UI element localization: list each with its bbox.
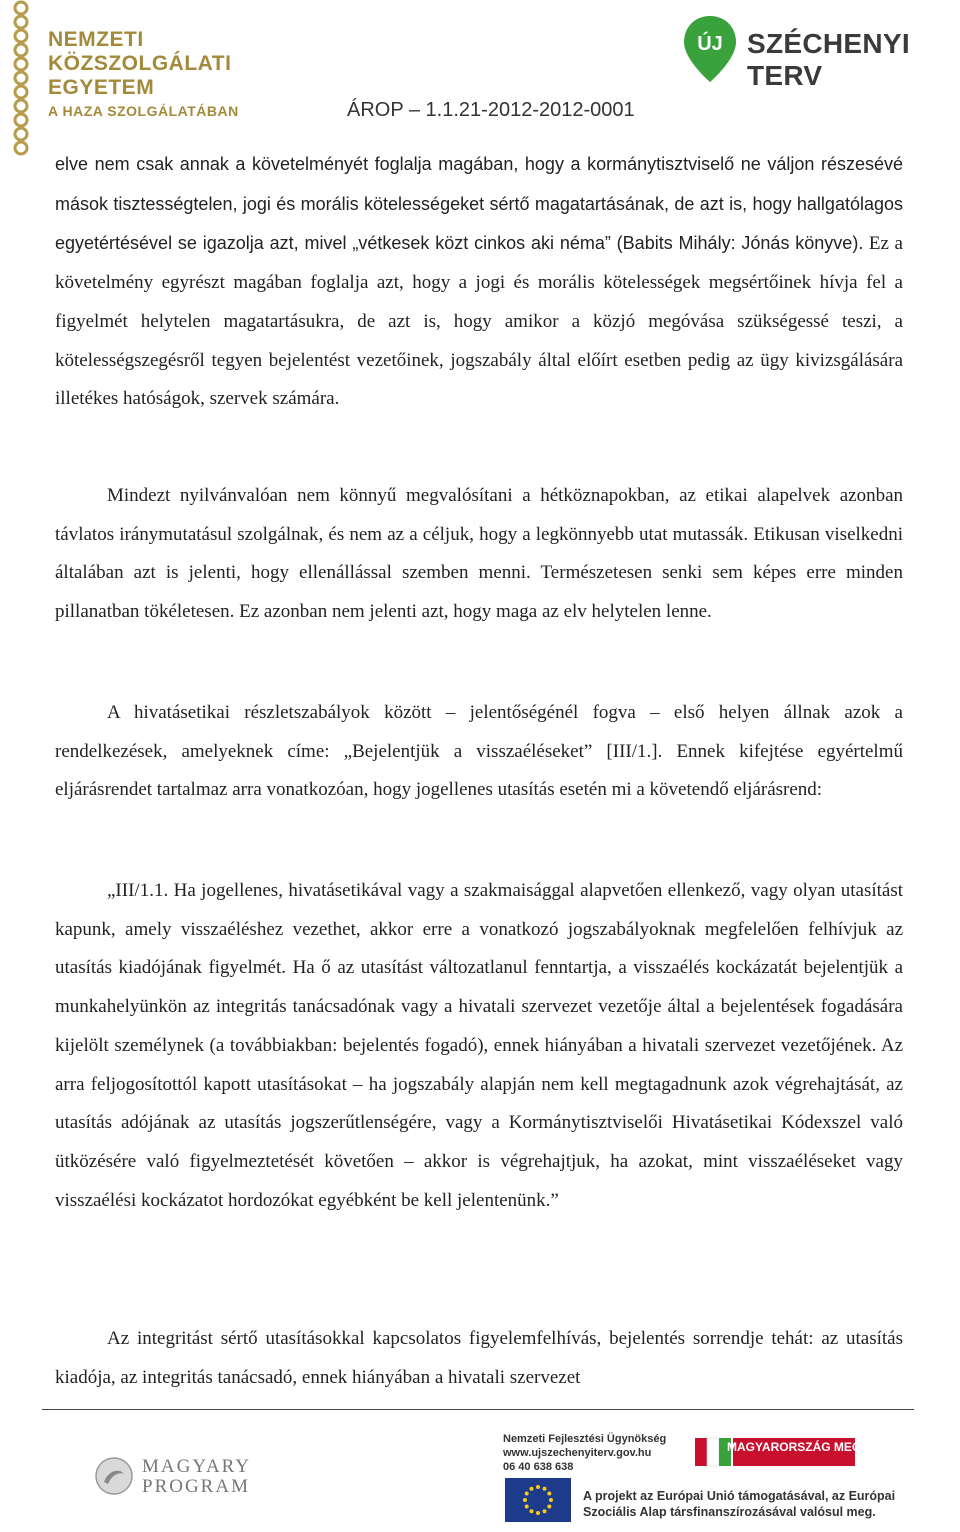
paragraph-4-quote — [55, 872, 903, 1220]
paragraph-4-part1: „III/1.1. Ha jogellenes, hivatásetikával vagy a szakmaisággal alapvetően ellenkező, vagy olyan utasítást kapunk, amely visszaéléshez vezethet, akkor erre a vonatkozó jogszabályoknak megfelelően felhívjuk az utasítás kiadójának figyelmét. — [55, 880, 903, 979]
badge-text: MAGYARORSZÁG MEGÚJUL — [727, 1440, 893, 1454]
eu-flag-icon — [505, 1478, 571, 1522]
eu-funding-notice — [583, 1488, 895, 1520]
agency-info — [503, 1432, 666, 1474]
eu-funding-line1: A projekt az Európai Unió támogatásával, az Európai — [583, 1489, 896, 1503]
paragraph-5: Az integritást sértő utasításokkal kapcsolatos figyelemfelhívás, bejelentés sorrendje tehát: az utasítás kiadója, az integritás tanácsadó, ennek hiányában a hivatali szervezet — [55, 1328, 903, 1388]
paragraph-1 — [55, 145, 903, 419]
paragraph-1-sans: elve nem csak annak a követelményét foglalja magában, hogy a kormánytisztviselő ne váljon részesévé mások tisztességtelen, jogi és morális kötelességeket sértő magatartásának, de azt is, hogy hallgatólagos egyetértésével se igazolja azt, mivel „vétkesek közt cinkos aki néma” (Babits Mihály: Jónás könyve). — [55, 154, 903, 254]
szechenyi-badge-text: ÚJ — [697, 33, 723, 55]
paragraph-2: Mindezt nyilvánvalóan nem könnyű megvalósítani a hétköznapokban, az etikai alapelvek azonban távlatos iránymutatásul szolgálnak, és nem az a céljuk, hogy a legkönnyebb utat mutassák. Etikusan viselkedni általában azt is jelenti, hogy ellenállással szemben menni. Természetesen senki sem képes erre minden pillanatban tökéletesen. Ez azonban nem jelenti azt, hogy maga az elv helytelen lenne. — [55, 485, 903, 623]
paragraph-3: A hivatásetikai részletszabályok között – jelentőségénél fogva – első helyen állnak azok a rendelkezések, amelyeknek címe: „Bejelentjük a visszaéléseket” [III/1.]. Ennek kifejtése egyértelmű eljárásrendet tartalmaz arra vonatkozóan, hogy jogellenes utasítás esetén mi a követendő eljárásrend: — [55, 702, 903, 801]
project-code: ÁROP – 1.1.21-2012-2012-0001 — [347, 99, 635, 121]
university-logo — [48, 28, 239, 120]
eu-funding-line2: Szociális Alap társfinanszírozásával valósul meg. — [583, 1505, 876, 1519]
szechenyi-pin-icon — [680, 14, 740, 84]
paragraph-4-part2: Ha ő az utasítást változatlanul fenntartja, a visszaélés kockázatát bejelentjük a munkahelyünkön az integritás tanácsadónak vagy a hivatali szervezet vezetője által a bejelentések fogadására kijelölt személynek (a továbbiakban: bejelentés fogadó), ennek hiányában a hivatali szervezet vezetőjének. Az arra feljogosítottól kapott utasításokat – ha jogszabály alapján nem kell megtagadnunk azok végrehajtását, az utasítás adójának az utasítás jogszerűtlenségére, vagy a Kormánytisztviselői Hivatásetikai Kódexszel való ütközésére való figyelmeztetését követően – akkor is végrehajtjuk, ha azokat, mint visszaéléseket vagy visszaélési kockázatot hordozókat egyébként be kell jelentenünk.” — [55, 957, 904, 1211]
university-tagline: A HAZA SZOLGÁLATÁBAN — [48, 103, 239, 119]
magyary-line1: MAGYARY — [142, 1456, 252, 1477]
university-name-line2: KÖZSZOLGÁLATI — [48, 52, 232, 75]
agency-website: www.ujszechenyiterv.gov.hu — [503, 1447, 652, 1459]
magyary-line2: PROGRAM — [142, 1476, 250, 1497]
magyary-program-logo — [142, 1457, 251, 1497]
program-title: SZÉCHENYI TERV — [747, 28, 910, 91]
university-name-line3: EGYETEM — [48, 76, 155, 99]
paragraph-1-serif: Ez a követelmény egyrészt magában foglalja azt, hogy a jogi és morális kötelességek megsértőinek hívja fel a figyelmét helytelen magatartásukra, de azt is, hogy amikor a közjó megóvása szükségessé teszi, a kötelességszegésről tegyen bejelentést vezetőinek, jogszabály által előírt esetben pedig az ügy kivizsgálására illetékes hatóságok, szervek számára. — [55, 233, 903, 410]
agency-phone: 06 40 638 638 — [503, 1461, 574, 1473]
agency-name: Nemzeti Fejlesztési Ügynökség — [503, 1433, 667, 1445]
university-logo-ornament — [8, 0, 34, 160]
magyary-emblem-icon — [94, 1456, 134, 1496]
footer-divider — [42, 1409, 914, 1410]
university-name-line1: NEMZETI — [48, 28, 144, 51]
